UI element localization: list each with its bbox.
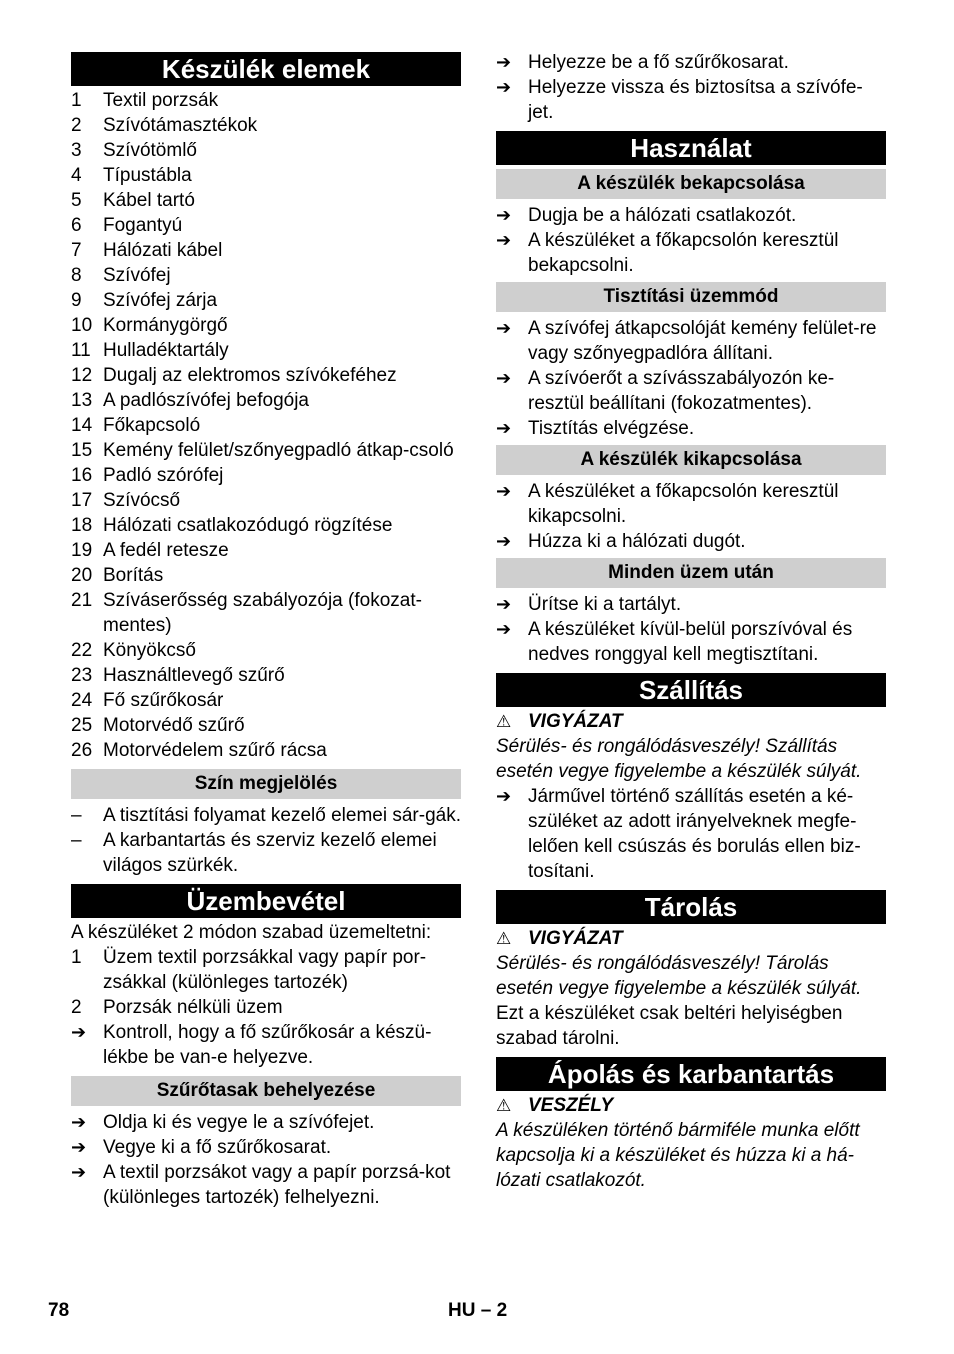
list-item-text: Szívófej bbox=[103, 265, 171, 286]
list-item bbox=[71, 488, 461, 513]
dash-marker: – bbox=[71, 830, 82, 851]
item-number: 1 bbox=[71, 90, 82, 111]
step-item bbox=[71, 1020, 461, 1070]
list-item-text: A fedél retesze bbox=[103, 540, 229, 561]
list-item-text: Textil porzsák bbox=[103, 90, 219, 111]
heading-device-elements: Készülék elemek bbox=[71, 52, 461, 86]
list-item-text: Fogantyú bbox=[103, 215, 183, 236]
list-item bbox=[71, 688, 461, 713]
commissioning-intro: A készüléket 2 módon szabad üzemeltetni: bbox=[71, 922, 432, 943]
device-elements-list bbox=[71, 88, 461, 763]
list-item bbox=[71, 388, 461, 413]
heading-switch-off: A készülék kikapcsolása bbox=[496, 445, 886, 475]
list-item-text: Hulladéktartály bbox=[103, 340, 229, 361]
list-item bbox=[71, 413, 461, 438]
list-item-text: Helyezze be a fő szűrőkosarat. bbox=[528, 52, 789, 73]
item-number: 2 bbox=[71, 115, 82, 136]
item-number: 23 bbox=[71, 665, 93, 686]
heading-care-maintenance: Ápolás és karbantartás bbox=[496, 1057, 886, 1091]
list-item-text: Borítás bbox=[103, 565, 164, 586]
list-item-text: Húzza ki a hálózati dugót. bbox=[528, 531, 746, 552]
heading-transport: Szállítás bbox=[496, 673, 886, 707]
list-item bbox=[71, 663, 461, 688]
list-item-text: Tisztítás elvégzése. bbox=[528, 418, 695, 439]
transport-warning-text: Sérülés- és rongálódásveszély! Szállítás esetén vegye figyelembe a készülék súlyát. bbox=[496, 736, 862, 782]
care-warning-text: A készüléken történő bármiféle munka előtt kapcsolja ki a készüléket és húzza ki a há-lózati csatlakozót. bbox=[496, 1120, 860, 1191]
list-item-text: Használtlevegő szűrő bbox=[103, 665, 285, 686]
list-item bbox=[71, 995, 461, 1020]
list-item bbox=[71, 263, 461, 288]
item-number: 7 bbox=[71, 240, 82, 261]
list-item-text: A textil porzsákot vagy a papír porzsá-kot (különleges tartozék) felhelyezni. bbox=[103, 1162, 451, 1208]
list-item bbox=[71, 1110, 461, 1135]
transport-steps bbox=[496, 784, 886, 884]
arrow-icon: ➔ bbox=[496, 52, 512, 72]
list-item bbox=[71, 803, 461, 828]
list-item bbox=[496, 479, 886, 529]
list-item-text: A készüléket kívül-belül porszívóval és nedves ronggyal kell megtisztítani. bbox=[528, 619, 853, 665]
item-number: 5 bbox=[71, 190, 82, 211]
list-item-text: A karbantartás és szerviz kezelő elemei világos szürkék. bbox=[103, 830, 437, 876]
list-item-text: Porzsák nélküli üzem bbox=[103, 997, 283, 1018]
heading-switch-on: A készülék bekapcsolása bbox=[496, 169, 886, 199]
arrow-icon: ➔ bbox=[496, 418, 512, 438]
list-item bbox=[71, 1160, 461, 1210]
item-number: 17 bbox=[71, 490, 93, 511]
item-number: 25 bbox=[71, 715, 93, 736]
list-item-text: A padlószívófej befogója bbox=[103, 390, 309, 411]
list-item-text: Vegye ki a fő szűrőkosarat. bbox=[103, 1137, 332, 1158]
heading-cleaning-mode: Tisztítási üzemmód bbox=[496, 282, 886, 312]
warning-icon: ⚠ bbox=[496, 712, 512, 731]
item-number: 8 bbox=[71, 265, 82, 286]
arrow-icon: ➔ bbox=[71, 1112, 87, 1132]
arrow-icon: ➔ bbox=[496, 368, 512, 388]
list-item-text: Hálózati csatlakozódugó rögzítése bbox=[103, 515, 393, 536]
list-item-text: Kábel tartó bbox=[103, 190, 195, 211]
list-item bbox=[71, 363, 461, 388]
storage-text: Ezt a készüléket csak beltéri helyiségben szabad tárolni. bbox=[496, 1003, 843, 1049]
list-item-text: Járművel történő szállítás esetén a ké-szüléket az adott irányelveknek megfe-lelően kell csúszás és borulás ellen biz-tosítani. bbox=[528, 786, 861, 882]
left-column bbox=[71, 52, 461, 1210]
list-item bbox=[71, 945, 461, 995]
after-operation-steps bbox=[496, 592, 886, 667]
arrow-icon: ➔ bbox=[71, 1137, 87, 1157]
list-item bbox=[71, 338, 461, 363]
transport-warning-label: ⚠ VIGYÁZAT bbox=[496, 711, 623, 732]
item-number: 21 bbox=[71, 590, 93, 611]
list-item-text: A szívófej átkapcsolóját kemény felület-re vagy szőnyegpadlóra állítani. bbox=[528, 318, 877, 364]
list-item-text: A készüléket a főkapcsolón keresztül bekapcsolni. bbox=[528, 230, 839, 276]
list-item-text: Helyezze vissza és biztosítsa a szívófe-jet. bbox=[528, 77, 863, 123]
list-item bbox=[71, 1135, 461, 1160]
arrow-icon: ➔ bbox=[496, 318, 512, 338]
list-item-text: Motorvédelem szűrő rácsa bbox=[103, 740, 327, 761]
heading-filter-bag-insert: Szűrőtasak behelyezése bbox=[71, 1076, 461, 1106]
arrow-icon: ➔ bbox=[496, 619, 512, 639]
item-number: 19 bbox=[71, 540, 93, 561]
list-item bbox=[496, 529, 886, 554]
list-item-text: Dugja be a hálózati csatlakozót. bbox=[528, 205, 797, 226]
list-item bbox=[71, 713, 461, 738]
item-number: 13 bbox=[71, 390, 93, 411]
list-item bbox=[71, 163, 461, 188]
list-item bbox=[71, 828, 461, 878]
item-number: 1 bbox=[71, 947, 82, 968]
list-item bbox=[496, 316, 886, 366]
arrow-icon: ➔ bbox=[496, 481, 512, 501]
filter-bag-steps bbox=[71, 1110, 461, 1210]
list-item bbox=[71, 538, 461, 563]
item-number: 3 bbox=[71, 140, 82, 161]
heading-after-operation: Minden üzem után bbox=[496, 558, 886, 588]
storage-warning-label: ⚠ VIGYÁZAT bbox=[496, 928, 623, 949]
list-item-text: Szívótömlő bbox=[103, 140, 197, 161]
list-item-text: Főkapcsoló bbox=[103, 415, 201, 436]
list-item bbox=[496, 416, 886, 441]
heading-use: Használat bbox=[496, 131, 886, 165]
list-item bbox=[71, 638, 461, 663]
list-item-text: Oldja ki és vegye le a szívófejet. bbox=[103, 1112, 375, 1133]
list-item-text: A készüléket a főkapcsolón keresztül kikapcsolni. bbox=[528, 481, 839, 527]
continued-steps bbox=[496, 50, 886, 125]
switch-on-steps bbox=[496, 203, 886, 278]
color-notes-list bbox=[71, 803, 461, 878]
operating-modes-list bbox=[71, 945, 461, 1020]
item-number: 4 bbox=[71, 165, 82, 186]
arrow-icon: ➔ bbox=[496, 786, 512, 806]
list-item-text: Szíváserősség szabályozója (fokozat-mentes) bbox=[103, 590, 422, 636]
list-item bbox=[496, 50, 886, 75]
item-number: 20 bbox=[71, 565, 93, 586]
list-item-text: Kemény felület/szőnyegpadló átkap-csoló bbox=[103, 440, 454, 461]
list-item-text: A tisztítási folyamat kezelő elemei sár-gák. bbox=[103, 805, 461, 826]
step-text: Kontroll, hogy a fő szűrőkosár a készü-lékbe be van-e helyezve. bbox=[103, 1022, 432, 1068]
list-item bbox=[71, 738, 461, 763]
warning-icon: ⚠ bbox=[496, 1096, 512, 1115]
item-number: 11 bbox=[71, 340, 91, 361]
list-item bbox=[71, 138, 461, 163]
item-number: 18 bbox=[71, 515, 93, 536]
page-code: HU – 2 bbox=[448, 1300, 508, 1321]
heading-storage: Tárolás bbox=[496, 890, 886, 924]
list-item bbox=[496, 592, 886, 617]
item-number: 16 bbox=[71, 465, 93, 486]
item-number: 24 bbox=[71, 690, 93, 711]
arrow-icon: ➔ bbox=[496, 594, 512, 614]
list-item-text: Hálózati kábel bbox=[103, 240, 223, 261]
item-number: 15 bbox=[71, 440, 93, 461]
item-number: 22 bbox=[71, 640, 93, 661]
right-column bbox=[496, 52, 886, 1193]
list-item bbox=[71, 438, 461, 463]
list-item-text: Kormánygörgő bbox=[103, 315, 228, 336]
list-item-text: Motorvédő szűrő bbox=[103, 715, 245, 736]
item-number: 9 bbox=[71, 290, 82, 311]
item-number: 12 bbox=[71, 365, 93, 386]
list-item bbox=[71, 313, 461, 338]
item-number: 2 bbox=[71, 997, 82, 1018]
list-item-text: Dugalj az elektromos szívókeféhez bbox=[103, 365, 397, 386]
list-item-text: Padló szórófej bbox=[103, 465, 224, 486]
item-number: 26 bbox=[71, 740, 93, 761]
list-item-text: Ürítse ki a tartályt. bbox=[528, 594, 682, 615]
list-item bbox=[71, 288, 461, 313]
arrow-icon: ➔ bbox=[496, 77, 512, 97]
list-item-text: Szívótámasztékok bbox=[103, 115, 258, 136]
dash-marker: – bbox=[71, 805, 82, 826]
page-number: 78 bbox=[48, 1300, 70, 1321]
warning-icon: ⚠ bbox=[496, 929, 512, 948]
list-item-text: Szívófej zárja bbox=[103, 290, 218, 311]
item-number: 14 bbox=[71, 415, 93, 436]
list-item-text: A szívóerőt a szívásszabályozón ke-resztül beállítani (fokozatmentes). bbox=[528, 368, 835, 414]
list-item bbox=[71, 88, 461, 113]
item-number: 6 bbox=[71, 215, 82, 236]
switch-off-steps bbox=[496, 479, 886, 554]
list-item bbox=[71, 188, 461, 213]
list-item bbox=[496, 784, 886, 884]
arrow-icon: ➔ bbox=[496, 531, 512, 551]
list-item bbox=[496, 75, 886, 125]
heading-commissioning: Üzembevétel bbox=[71, 884, 461, 918]
list-item bbox=[71, 213, 461, 238]
list-item bbox=[71, 563, 461, 588]
list-item-text: Üzem textil porzsákkal vagy papír por-zsákkal (különleges tartozék) bbox=[103, 947, 427, 993]
list-item bbox=[71, 463, 461, 488]
list-item bbox=[71, 588, 461, 638]
list-item-text: Szívócső bbox=[103, 490, 181, 511]
arrow-icon: ➔ bbox=[496, 230, 512, 250]
care-warning-label: ⚠ VESZÉLY bbox=[496, 1095, 614, 1116]
list-item bbox=[496, 203, 886, 228]
arrow-icon: ➔ bbox=[71, 1162, 87, 1182]
storage-warning-text: Sérülés- és rongálódásveszély! Tárolás esetén vegye figyelembe a készülék súlyát. bbox=[496, 953, 862, 999]
list-item bbox=[496, 228, 886, 278]
arrow-icon: ➔ bbox=[71, 1022, 87, 1042]
list-item-text: Típustábla bbox=[103, 165, 192, 186]
list-item-text: Könyökcső bbox=[103, 640, 196, 661]
heading-color-marking: Szín megjelölés bbox=[71, 769, 461, 799]
list-item bbox=[496, 617, 886, 667]
item-number: 10 bbox=[71, 315, 93, 336]
list-item bbox=[496, 366, 886, 416]
list-item bbox=[71, 238, 461, 263]
arrow-icon: ➔ bbox=[496, 205, 512, 225]
list-item-text: Fő szűrőkosár bbox=[103, 690, 224, 711]
list-item bbox=[71, 113, 461, 138]
cleaning-steps bbox=[496, 316, 886, 441]
list-item bbox=[71, 513, 461, 538]
